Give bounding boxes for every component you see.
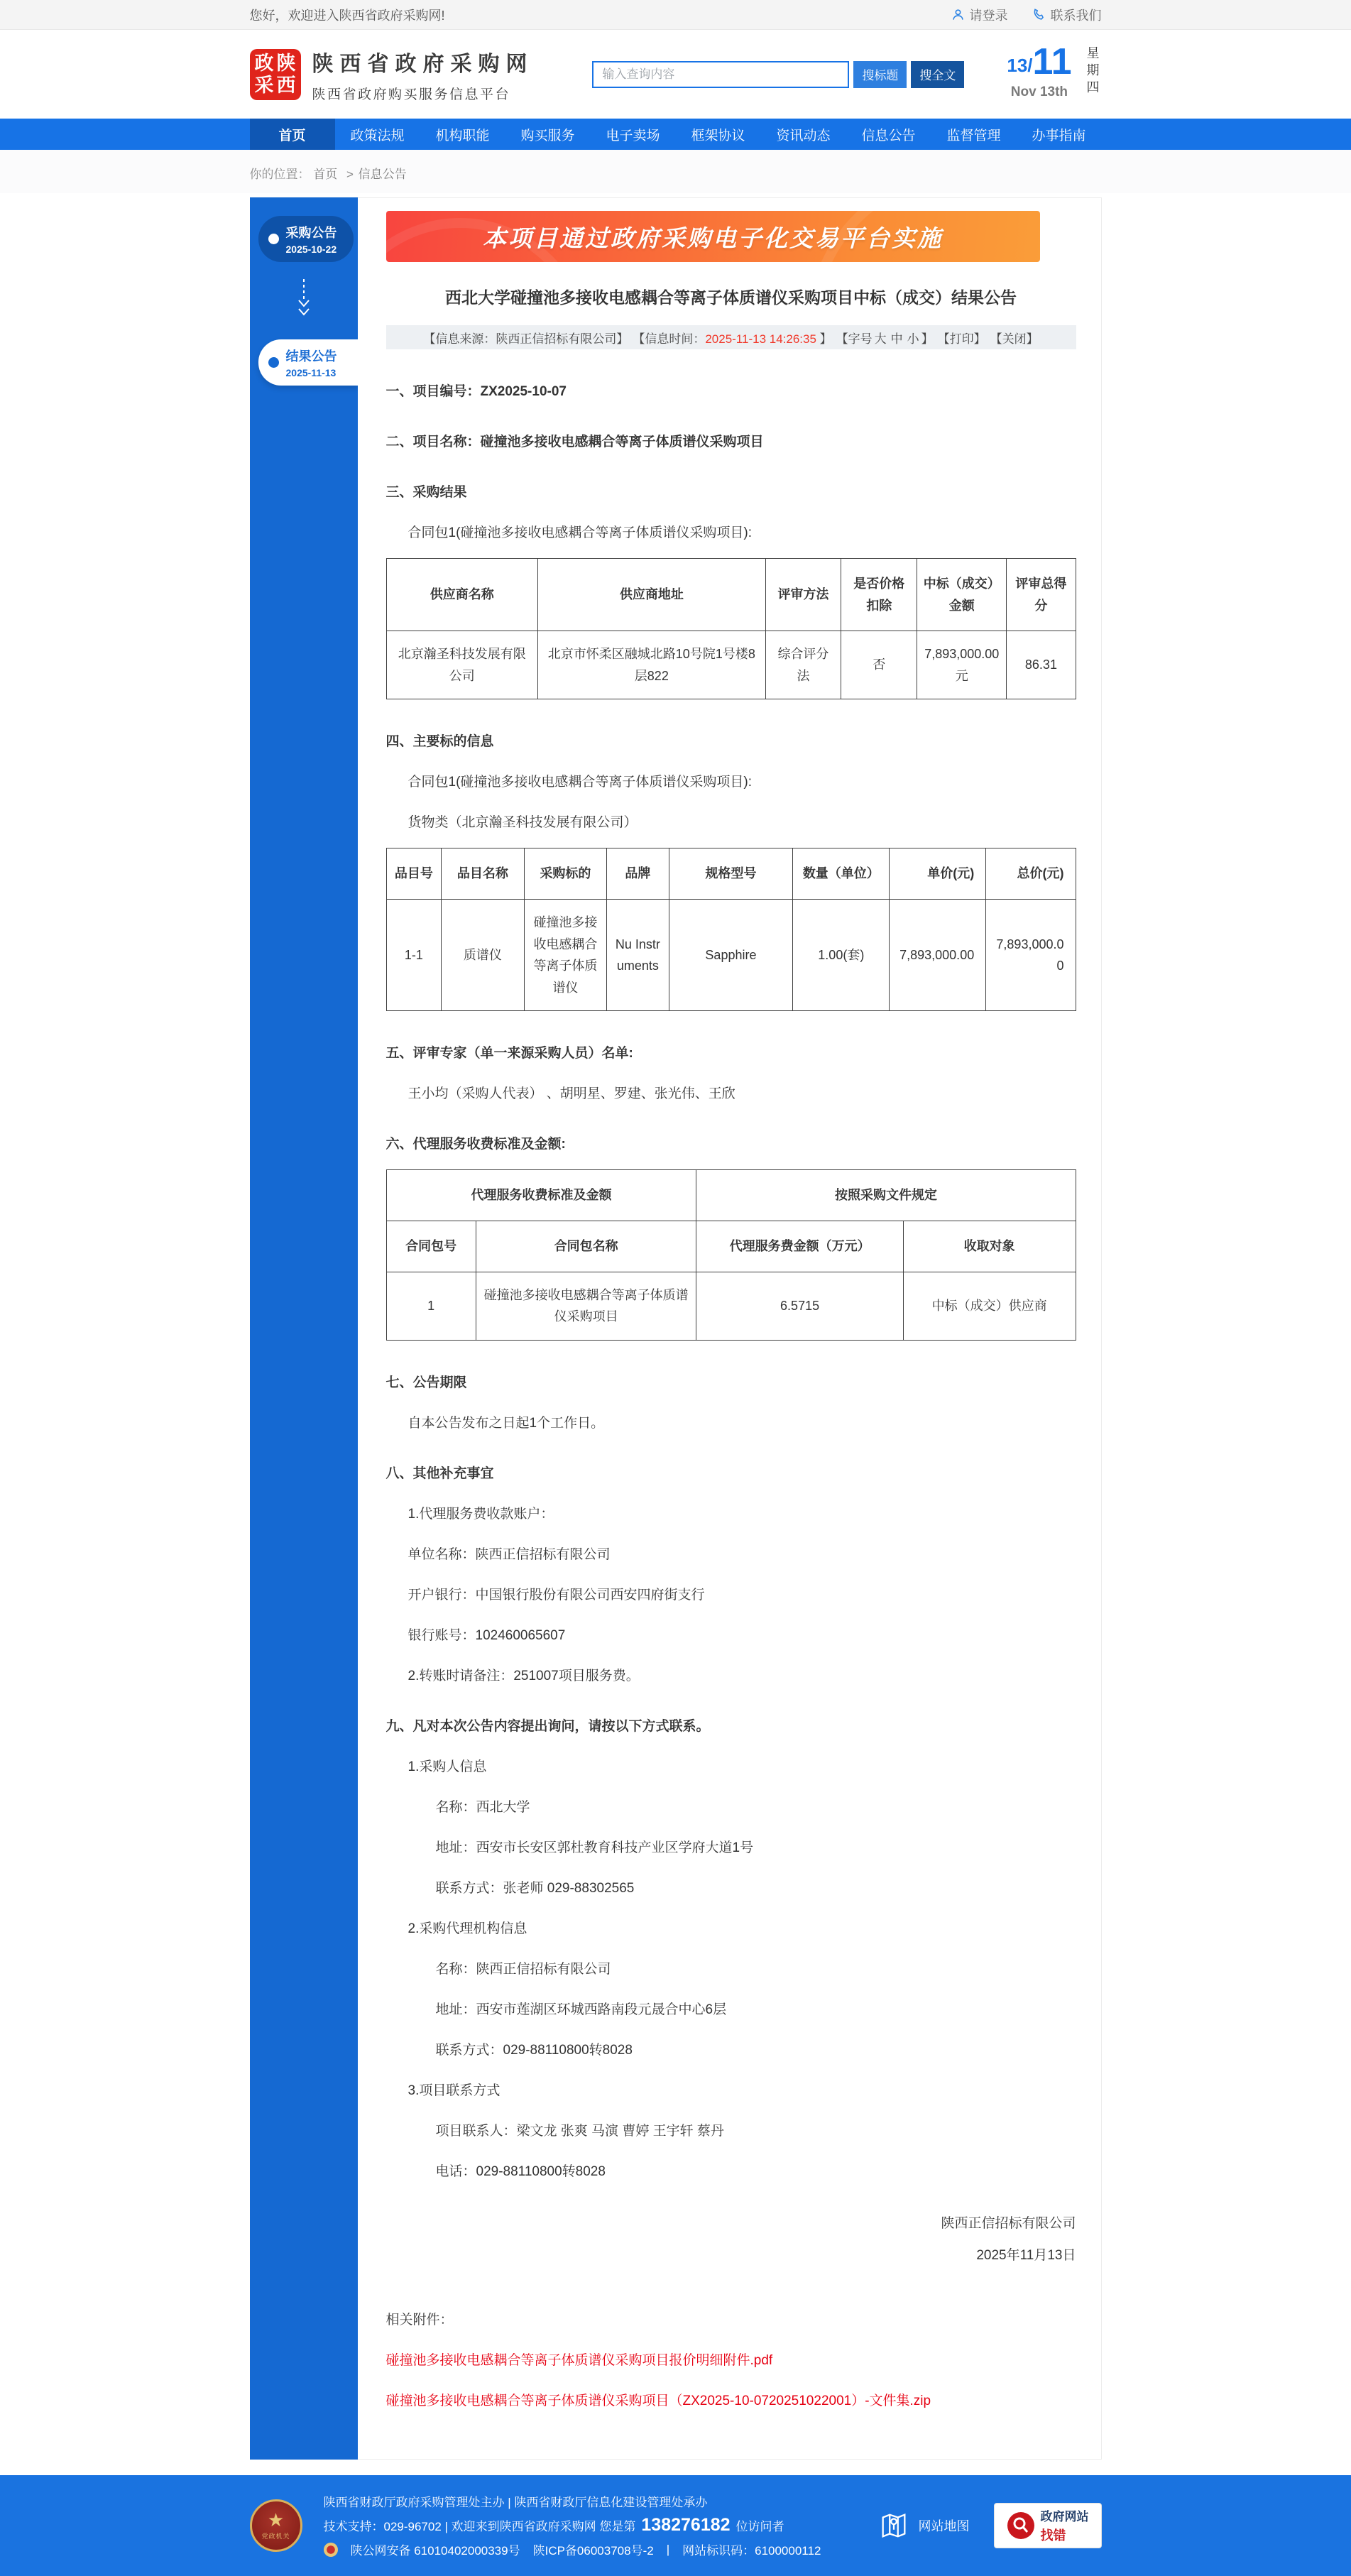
nav-item-service-guide[interactable]: 办事指南 xyxy=(1032,128,1086,143)
supplier-result-table xyxy=(386,558,1076,699)
supplement-line: 银行账号：102460065607 xyxy=(408,1627,566,1643)
nav-item-purchase-services[interactable]: 购买服务 xyxy=(520,128,575,143)
package-line: 合同包1(碰撞池多接收电感耦合等离子体质谱仪采购项目): xyxy=(408,775,753,790)
sitemap-label: 网站地图 xyxy=(918,2518,970,2533)
section-project-number: 一、项目编号：ZX2025-10-07 xyxy=(385,384,567,399)
map-icon xyxy=(877,2509,910,2542)
breadcrumb xyxy=(0,150,1351,193)
magnifier-icon xyxy=(1007,2511,1035,2540)
section-period-title: 七、公告期限 xyxy=(385,1375,467,1390)
beian-police: 陕公网安备 61010402000339号 xyxy=(350,2544,520,2558)
meta-bar xyxy=(386,325,1076,349)
table-header-row: 品目号 品目名称 采购标的 品牌 规格型号 数量（单位） 单价(元) 总价(元) xyxy=(386,848,1076,900)
attachment-pdf-link[interactable]: 碰撞池多接收电感耦合等离子体质谱仪采购项目报价明细附件.pdf xyxy=(385,2352,773,2368)
announcement-article xyxy=(358,197,1102,2460)
font-size-medium[interactable]: 中 xyxy=(890,332,903,346)
beian-icp: 陕ICP备06003708号-2 xyxy=(532,2544,654,2558)
supplement-line: 1.代理服务费收款账户： xyxy=(408,1506,554,1522)
close-link[interactable]: 【关闭】 xyxy=(990,332,1039,346)
step-date: 2025-11-13 xyxy=(285,367,337,378)
package-line: 合同包1(碰撞池多接收电感耦合等离子体质谱仪采购项目): xyxy=(408,525,753,540)
sidebar-step-purchase-announcement[interactable] xyxy=(258,216,354,262)
nav-item-home[interactable]: 首页 xyxy=(250,119,335,150)
signature-block xyxy=(386,2212,1076,2264)
sidebar-step-result-announcement[interactable] xyxy=(258,339,358,386)
table-header-row: 供应商名称 供应商地址 评审方法 是否价格扣除 中标（成交）金额 评审总得分 xyxy=(386,559,1076,631)
signature-org: 陕西正信招标有限公司 xyxy=(941,2215,1076,2231)
top-utility-bar xyxy=(0,0,1351,30)
visitor-count: 138276182 xyxy=(641,2515,731,2536)
section-project-name: 二、项目名称：碰撞池多接收电感耦合等离子体质谱仪采购项目 xyxy=(385,435,764,449)
sitemap-link[interactable] xyxy=(877,2509,970,2542)
table-row: 北京瀚圣科技发展有限公司 北京市怀柔区融城北路10号院1号楼8层822 综合评分法 否 7,893,000.00元 86.31 xyxy=(386,631,1076,699)
nav-item-supervision[interactable]: 监督管理 xyxy=(946,128,1001,143)
step-dot-icon xyxy=(268,357,279,368)
date-month: 11 xyxy=(1032,40,1072,82)
nav-item-e-marketplace[interactable]: 电子卖场 xyxy=(606,128,660,143)
meta-source: 【信息来源：陕西正信招标有限公司】 xyxy=(423,332,629,346)
contact-line: 名称：陕西正信招标有限公司 xyxy=(435,1961,611,1977)
footer-beian-line xyxy=(324,2540,834,2558)
site-title: 陕西省政府采购网 xyxy=(312,52,534,76)
police-badge-icon xyxy=(324,2543,338,2557)
government-emblem xyxy=(250,2499,302,2552)
search-bar xyxy=(592,61,964,88)
meta-time-value: 2025-11-13 14:26:35 xyxy=(705,332,816,346)
main-nav xyxy=(0,119,1351,150)
contact-group-heading: 2.采购代理机构信息 xyxy=(408,1921,527,1936)
breadcrumb-label: 你的位置： xyxy=(249,168,310,181)
nav-item-policy[interactable]: 政策法规 xyxy=(350,128,405,143)
section-subject-title: 四、主要标的信息 xyxy=(385,734,494,750)
login-link[interactable] xyxy=(951,6,1008,24)
subject-detail-table xyxy=(386,848,1076,1011)
step-title: 结果公告 xyxy=(285,349,337,364)
site-header xyxy=(0,30,1351,119)
badge-gov-site-label: 政府网站 xyxy=(1040,2510,1089,2524)
signature-date: 2025年11月13日 xyxy=(976,2247,1076,2263)
meta-fontsize: 【字号 大 中 小 】 xyxy=(836,332,934,346)
user-icon xyxy=(951,8,965,21)
table-row: 1-1 质谱仪 碰撞池多接收电感耦合等离子体质谱仪 Nu Instruments Sapphire 1.00(套) 7,893,000.00 7,893,000.00 xyxy=(386,899,1076,1010)
contact-line: 地址：西安市长安区郭杜教育科技产业区学府大道1号 xyxy=(435,1840,754,1855)
nav-item-announcements[interactable]: 信息公告 xyxy=(861,128,916,143)
category-line: 货物类（北京瀚圣科技发展有限公司） xyxy=(408,815,638,831)
contact-line: 联系方式：029-88110800转8028 xyxy=(435,2042,633,2058)
section-experts-title: 五、评审专家（单一来源采购人员）名单: xyxy=(385,1046,633,1061)
timeline-sidebar xyxy=(250,197,358,2460)
site-footer xyxy=(0,2475,1351,2576)
supplement-line: 单位名称：陕西正信招标有限公司 xyxy=(408,1546,611,1562)
attachments-section xyxy=(386,2309,1076,2409)
table-row: 1 碰撞池多接收电感耦合等离子体质谱仪采购项目 6.5715 中标（成交）供应商 xyxy=(386,1272,1076,1340)
date-english: Nov 13th xyxy=(1010,84,1068,99)
announcement-title: 西北大学碰撞池多接收电感耦合等离子体质谱仪采购项目中标（成交）结果公告 xyxy=(445,288,1017,307)
contact-line: 电话：029-88110800转8028 xyxy=(435,2163,606,2179)
badge-find-error-label: 找错 xyxy=(1040,2528,1066,2543)
phone-icon xyxy=(1032,8,1046,21)
site-logo[interactable]: 政 陕 采 西 xyxy=(250,49,301,100)
beian-separator: | xyxy=(666,2542,670,2556)
footer-organizer-line: 陕西省财政厅政府采购管理处主办 | 陕西省财政厅信息化建设管理处承办 xyxy=(323,2496,708,2510)
greeting-text: 您好，欢迎进入陕西省政府采购网! xyxy=(249,8,445,23)
platform-banner xyxy=(386,211,1040,262)
section-contact-title: 九、凡对本次公告内容提出询问，请按以下方式联系。 xyxy=(385,1718,710,1734)
contact-line: 名称：西北大学 xyxy=(435,1799,530,1815)
gov-error-report-badge[interactable] xyxy=(994,2503,1102,2548)
contact-group-heading: 3.项目联系方式 xyxy=(408,2083,501,2098)
contact-group-heading: 1.采购人信息 xyxy=(408,1759,487,1774)
breadcrumb-current[interactable]: 信息公告 xyxy=(358,168,407,181)
attachment-zip-link[interactable]: 碰撞池多接收电感耦合等离子体质谱仪采购项目（ZX2025-10-0720251022001）-文件集.zip xyxy=(385,2393,931,2408)
contact-link[interactable] xyxy=(1032,6,1102,24)
site-code: 网站标识码：6100000112 xyxy=(682,2544,821,2558)
footer-visitor-line: 技术支持：029-96702 | 欢迎来到陕西省政府采购网 您是第 138276182 位访问者 xyxy=(323,2515,784,2536)
supplement-line: 开户银行：中国银行股份有限公司西安四府街支行 xyxy=(408,1587,705,1603)
contact-line: 联系方式：张老师 029-88302565 xyxy=(435,1880,635,1896)
nav-item-framework-agreement[interactable]: 框架协议 xyxy=(691,128,745,143)
breadcrumb-separator: > xyxy=(346,168,354,181)
section-agency-fee-title: 六、代理服务收费标准及金额: xyxy=(385,1137,566,1152)
table-header-row: 合同包号 合同包名称 代理服务费金额（万元） 收取对象 xyxy=(386,1221,1076,1272)
period-value: 自本公告发布之日起1个工作日。 xyxy=(408,1415,605,1431)
font-size-large[interactable]: 大 xyxy=(874,332,887,346)
emblem-star-icon: ★ xyxy=(267,2509,285,2531)
step-date: 2025-10-22 xyxy=(285,244,337,255)
section-result-title: 三、采购结果 xyxy=(385,485,467,500)
table-group-header-row: 代理服务收费标准及金额 按照采购文件规定 xyxy=(386,1170,1076,1221)
section-supplement-title: 八、其他补充事宜 xyxy=(385,1466,494,1481)
meta-time: 【信息时间：2025-11-13 14:26:35 】 xyxy=(633,332,832,346)
font-size-small[interactable]: 小 xyxy=(907,332,919,346)
experts-list: 王小均（采购人代表） 、胡明星、罗建、张光伟、王欣 xyxy=(408,1086,735,1102)
print-link[interactable]: 【打印】 xyxy=(937,332,986,346)
arrow-down-icon xyxy=(250,262,358,339)
contact-line: 地址：西安市莲湖区环城西路南段元晟合中心6层 xyxy=(435,2002,727,2017)
search-fulltext-button[interactable]: 搜全文 xyxy=(911,61,964,88)
nav-item-functions[interactable]: 机构职能 xyxy=(435,128,490,143)
date-day: 13/ xyxy=(1007,54,1033,76)
banner-text: 本项目通过政府采购电子化交易平台实施 xyxy=(483,224,943,251)
attachments-label: 相关附件： xyxy=(385,2312,454,2327)
contact-line: 项目联系人：梁文龙 张爽 马演 曹婷 王宇轩 蔡丹 xyxy=(435,2123,724,2139)
search-title-button[interactable]: 搜标题 xyxy=(853,61,907,88)
search-input[interactable] xyxy=(592,61,849,88)
login-label: 请登录 xyxy=(969,8,1008,23)
step-dot-icon xyxy=(268,234,279,244)
supplement-line: 2.转账时请备注：251007项目服务费。 xyxy=(408,1668,640,1683)
agency-fee-table xyxy=(386,1169,1076,1340)
breadcrumb-home[interactable]: 首页 xyxy=(313,168,338,181)
step-title: 采购公告 xyxy=(285,226,337,240)
site-subtitle: 陕西省政府购买服务信息平台 xyxy=(312,87,511,102)
contact-label: 联系我们 xyxy=(1050,8,1102,23)
date-widget xyxy=(1007,40,1101,106)
date-weekday: 星期四 xyxy=(1085,45,1100,97)
nav-item-news[interactable]: 资讯动态 xyxy=(776,128,831,143)
emblem-text: 党政机关 xyxy=(261,2532,290,2540)
